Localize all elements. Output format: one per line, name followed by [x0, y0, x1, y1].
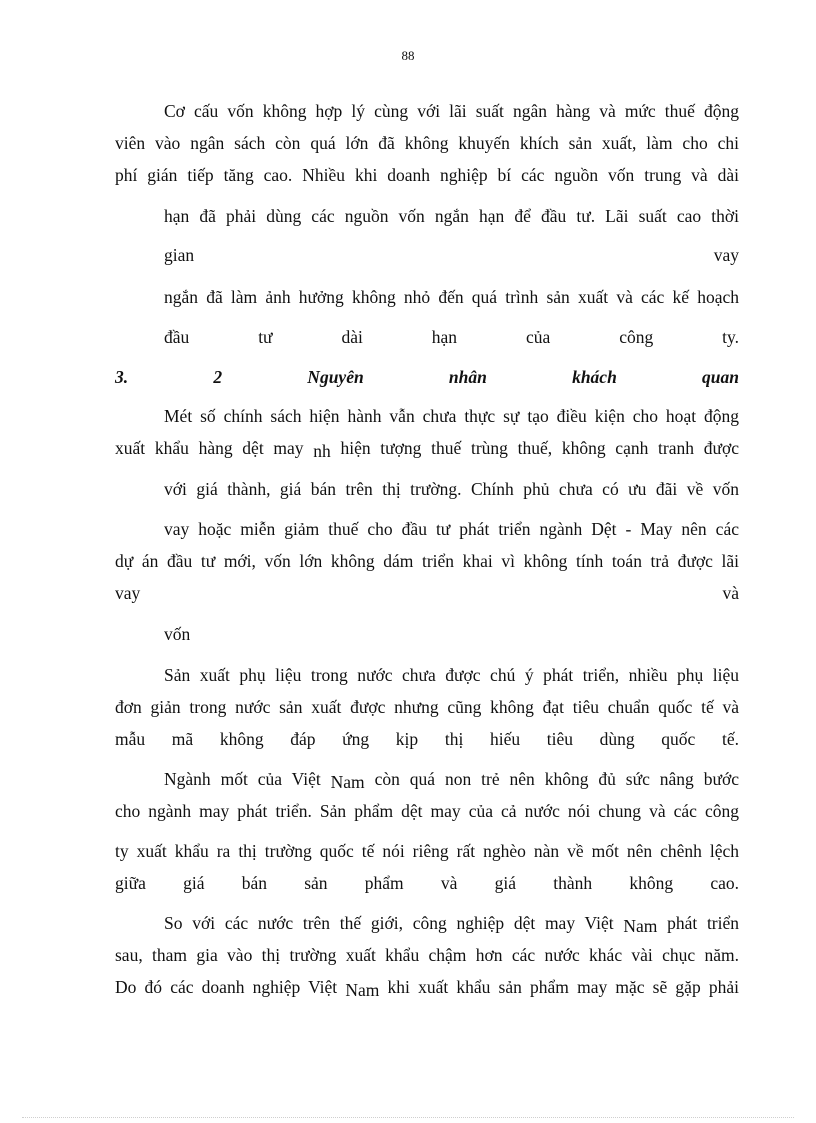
text-line: ngắn đã làm ảnh hưởng không nhỏ đến quá trình sản xuất và các kế hoạch — [164, 287, 739, 307]
text-line: giữa giá bán sản phẩm và giá thành không cao. — [115, 873, 739, 893]
subscript-text: nh — [313, 441, 331, 461]
text-line: viên vào ngân sách còn quá lớn đã không khuyến khích sản xuất, làm cho chi — [115, 133, 739, 153]
page-bottom-border — [22, 1117, 794, 1118]
text-line: vay hoặc miễn giảm thuế cho đầu tư phát triển ngành Dệt - May nên các — [164, 519, 739, 539]
section-heading: 3. 2 Nguyên nhân khách quan — [115, 367, 739, 387]
page-number: 88 — [401, 48, 415, 63]
text-line: với giá thành, giá bán trên thị trường. Chính phủ chưa có ưu đãi về vốn — [164, 479, 739, 499]
text-line: mẫu mã không đáp ứng kịp thị hiếu tiêu dùng quốc tế. — [115, 729, 739, 749]
text-line: Mét số chính sách hiện hành vẫn chưa thực sự tạo điều kiện cho hoạt động — [164, 406, 739, 426]
text-line: dự án đầu tư mới, vốn lớn không dám triển khai vì không tính toán trả được lãi — [115, 551, 739, 571]
subscript-text: Nam — [623, 916, 658, 936]
text-line: Ngành mốt của Việt Nam còn quá non trẻ nên không đủ sức nâng bước — [164, 769, 739, 792]
text-line: vốn — [164, 624, 191, 644]
text-line: xuất khẩu hàng dệt may nh hiện tượng thuế trùng thuế, không cạnh tranh được — [115, 438, 739, 461]
subscript-text: Nam — [345, 980, 380, 1000]
text-line: hạn đã phải dùng các nguồn vốn ngắn hạn để đầu tư. Lãi suất cao thời — [164, 206, 739, 226]
text-line: Sản xuất phụ liệu trong nước chưa được chú ý phát triển, nhiều phụ liệu — [164, 665, 739, 685]
text-line: ty xuất khẩu ra thị trường quốc tế nói riêng rất nghèo nàn về mốt nên chênh lệch — [115, 841, 739, 861]
text-line: gian vay — [164, 245, 739, 265]
text-line: cho ngành may phát triển. Sản phẩm dệt may của cả nước nói chung và các công — [115, 801, 739, 821]
text-line: Do đó các doanh nghiệp Việt Nam khi xuất khẩu sản phẩm may mặc sẽ gặp phải — [115, 977, 739, 1000]
text-line: đầu tư dài hạn của công ty. — [164, 327, 739, 347]
text-line: Cơ cấu vốn không hợp lý cùng với lãi suất ngân hàng và mức thuế động — [164, 101, 739, 121]
text-line: sau, tham gia vào thị trường xuất khẩu chậm hơn các nước khác vài chục năm. — [115, 945, 739, 965]
text-line: vay và — [115, 583, 739, 603]
subscript-text: Nam — [330, 772, 365, 792]
text-line: đơn giản trong nước sản xuất được nhưng cũng không đạt tiêu chuẩn quốc tế và — [115, 697, 739, 717]
text-line: phí gián tiếp tăng cao. Nhiều khi doanh nghiệp bí các nguồn vốn trung và dài — [115, 165, 739, 185]
text-line: So với các nước trên thế giới, công nghiệp dệt may Việt Nam phát triển — [164, 913, 740, 936]
